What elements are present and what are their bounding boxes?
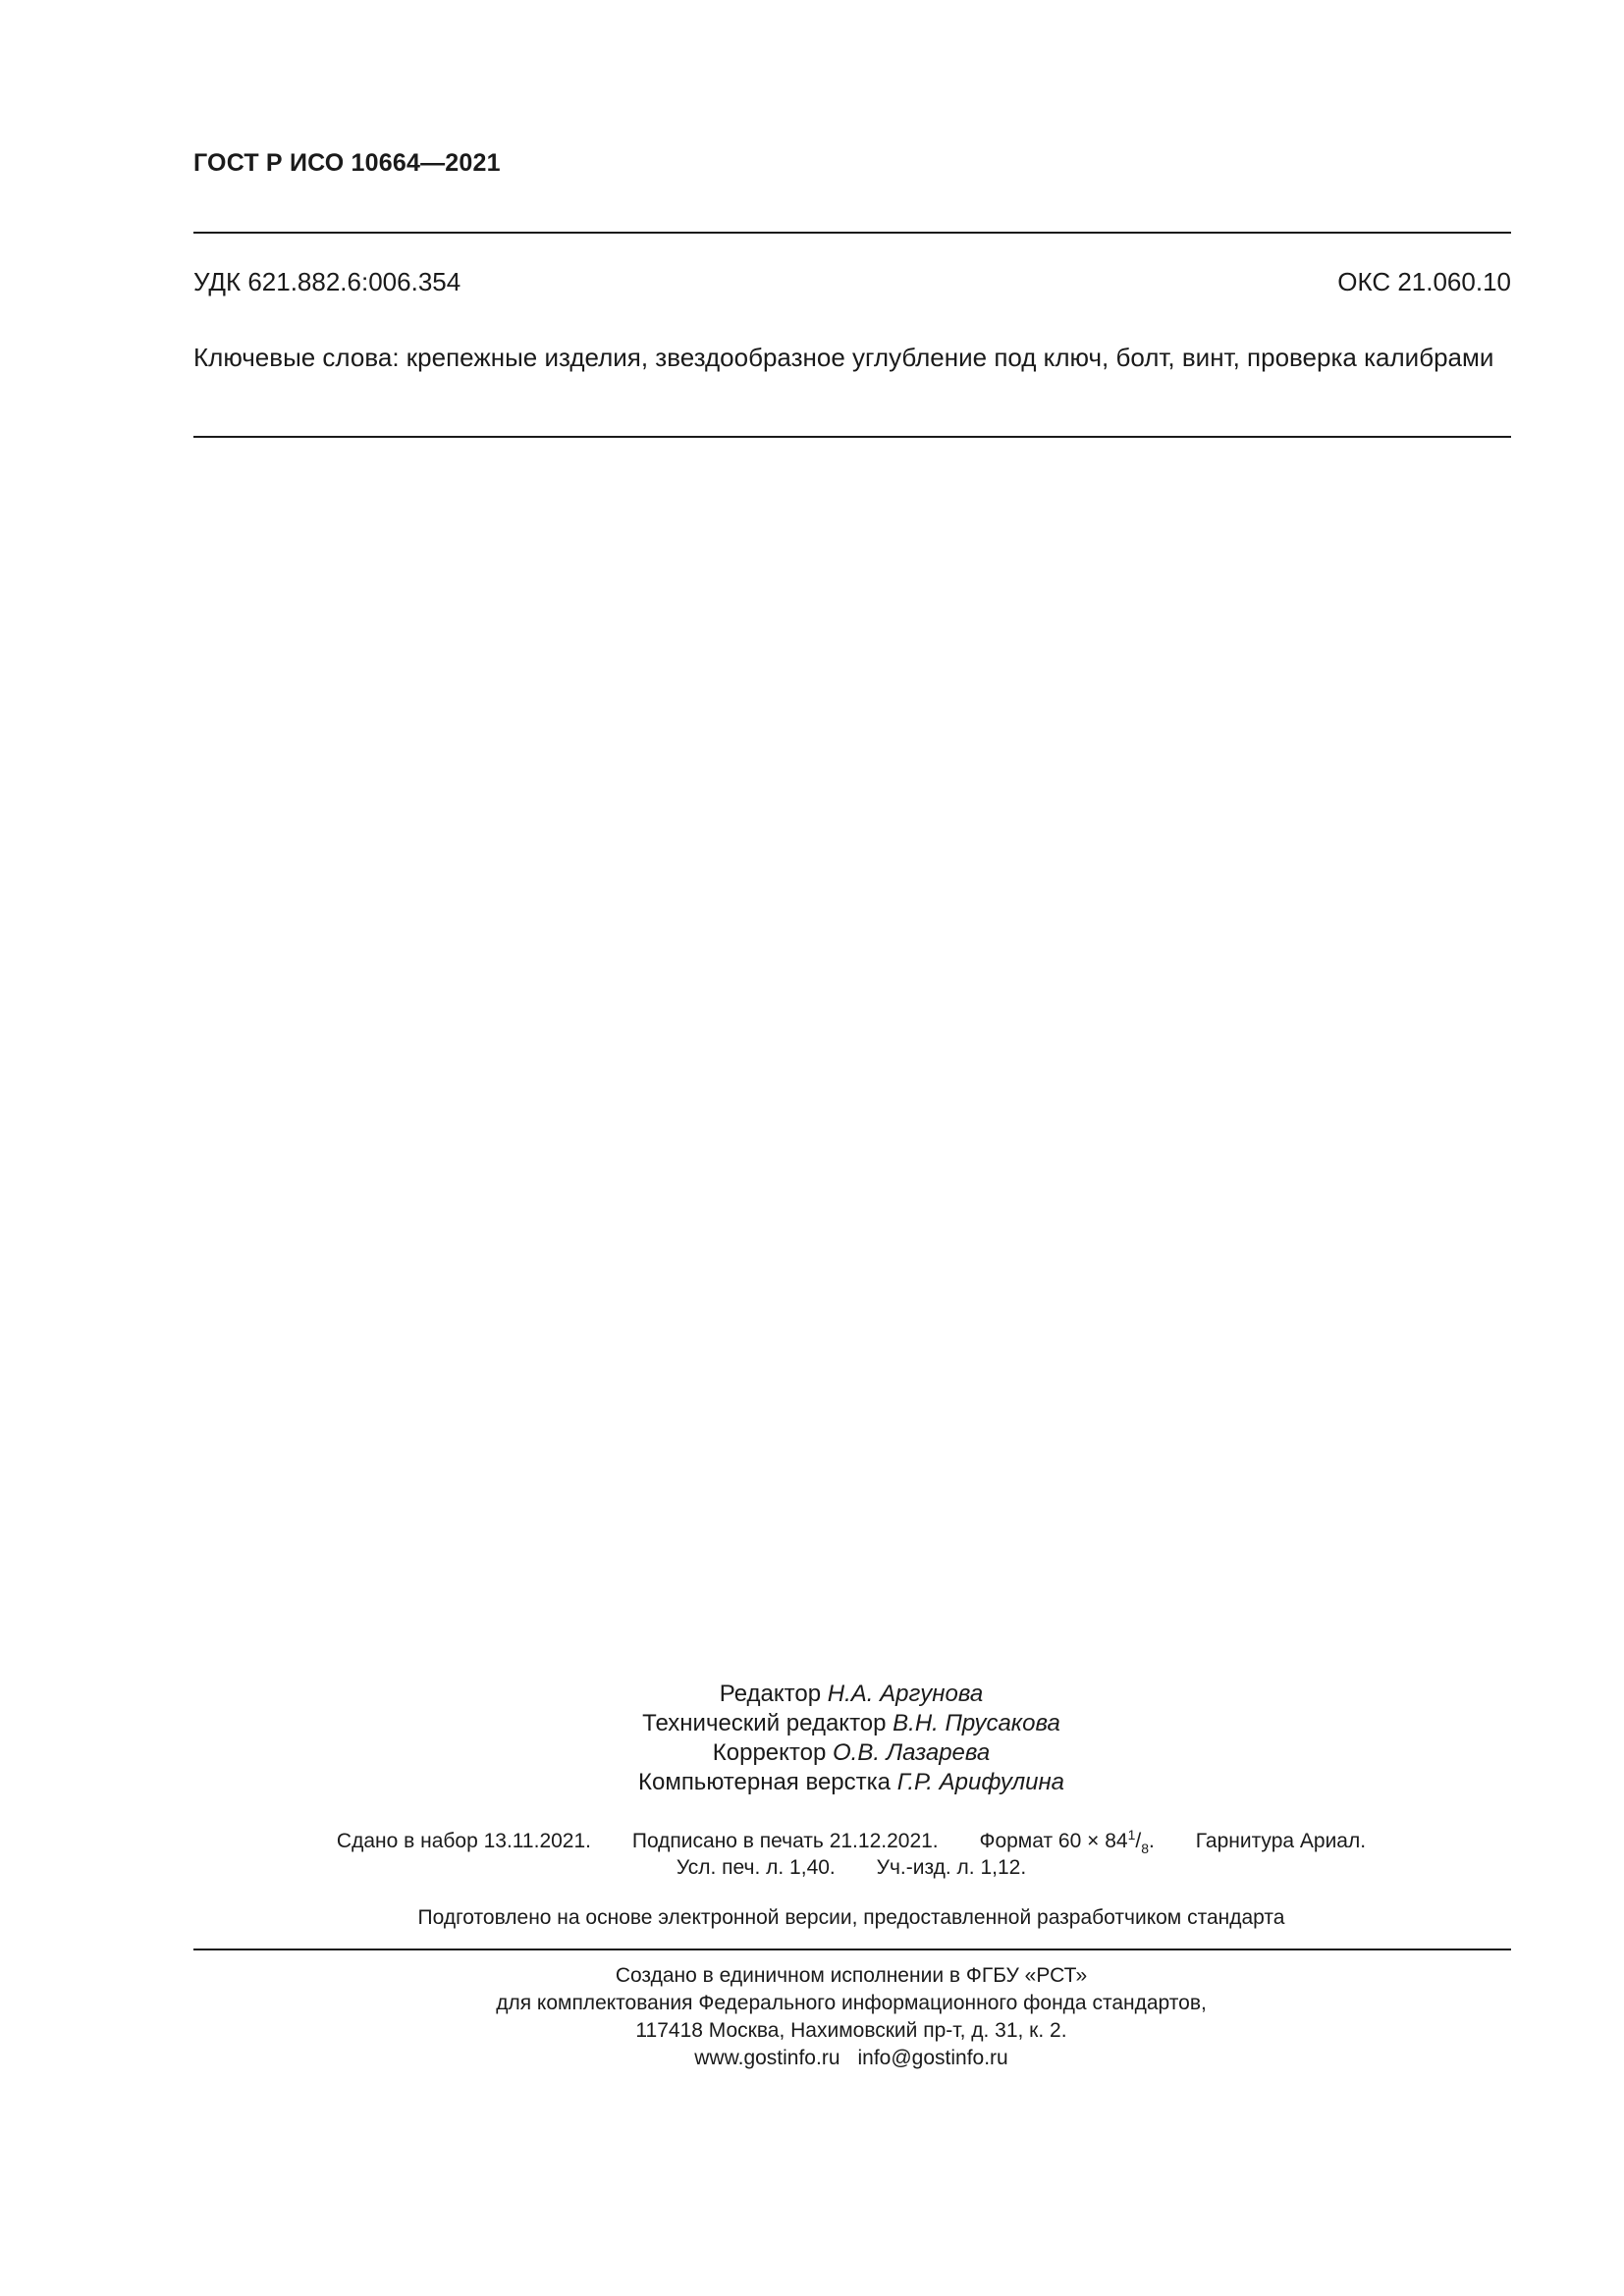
publisher-line-1: Создано в единичном исполнении в ФГБУ «РСТ» — [615, 1964, 1088, 1987]
prepared-note: Подготовлено на основе электронной версии, предоставленной разработчиком стандарта — [417, 1906, 1285, 1929]
credits-block — [0, 1680, 1624, 1797]
keywords-text: Ключевые слова: крепежные изделия, звездообразное углубление под ключ, болт, винт, проверка калибрами — [193, 343, 1494, 372]
print-info-line-2 — [0, 1854, 1624, 1881]
print-info-line-1 — [0, 1828, 1624, 1854]
print-info — [0, 1828, 1624, 1881]
credit-editor — [0, 1680, 1624, 1709]
website-link[interactable]: www.gostinfo.ru — [694, 2047, 840, 2069]
publisher-address: 117418 Москва, Нахимовский пр-т, д. 31, к. 2. — [635, 2019, 1067, 2042]
credit-name: В.Н. Прусакова — [893, 1710, 1060, 1736]
credit-tech-editor — [0, 1709, 1624, 1738]
publish-sheets: Уч.-изд. л. 1,12. — [876, 1856, 1027, 1879]
publisher-block — [0, 1962, 1624, 2072]
email-link[interactable]: info@gostinfo.ru — [857, 2047, 1008, 2069]
typeset-date: Сдано в набор 13.11.2021. — [336, 1830, 591, 1852]
publisher-contacts — [0, 2045, 1624, 2072]
udk-code: УДК 621.882.6:006.354 — [193, 267, 461, 296]
credit-name: Г.Р. Арифулина — [896, 1769, 1065, 1795]
credit-role: Технический редактор — [642, 1710, 887, 1736]
signed-date: Подписано в печать 21.12.2021. — [631, 1830, 939, 1852]
divider-bottom — [193, 1949, 1511, 1950]
credit-name: Н.А. Аргунова — [827, 1681, 984, 1707]
oks-code: ОКС 21.060.10 — [1337, 267, 1511, 296]
credit-layout — [0, 1768, 1624, 1797]
credit-role: Редактор — [719, 1681, 822, 1707]
divider-top — [193, 232, 1511, 234]
credit-role: Компьютерная верстка — [637, 1769, 892, 1795]
document-code: ГОСТ Р ИСО 10664—2021 — [193, 149, 501, 177]
credit-name: О.В. Лазарева — [833, 1739, 991, 1766]
publisher-line-2: для комплектования Федерального информационного фонда стандартов, — [496, 1992, 1207, 2014]
paper-format: Формат $60 \times 84^1/_8$. — [979, 1827, 1155, 1856]
credit-proofreader — [0, 1738, 1624, 1768]
typeface: Гарнитура Ариал. — [1195, 1830, 1367, 1852]
print-sheets: Усл. печ. л. 1,40. — [676, 1856, 836, 1879]
credit-role: Корректор — [712, 1739, 827, 1766]
divider-keywords — [193, 436, 1511, 438]
